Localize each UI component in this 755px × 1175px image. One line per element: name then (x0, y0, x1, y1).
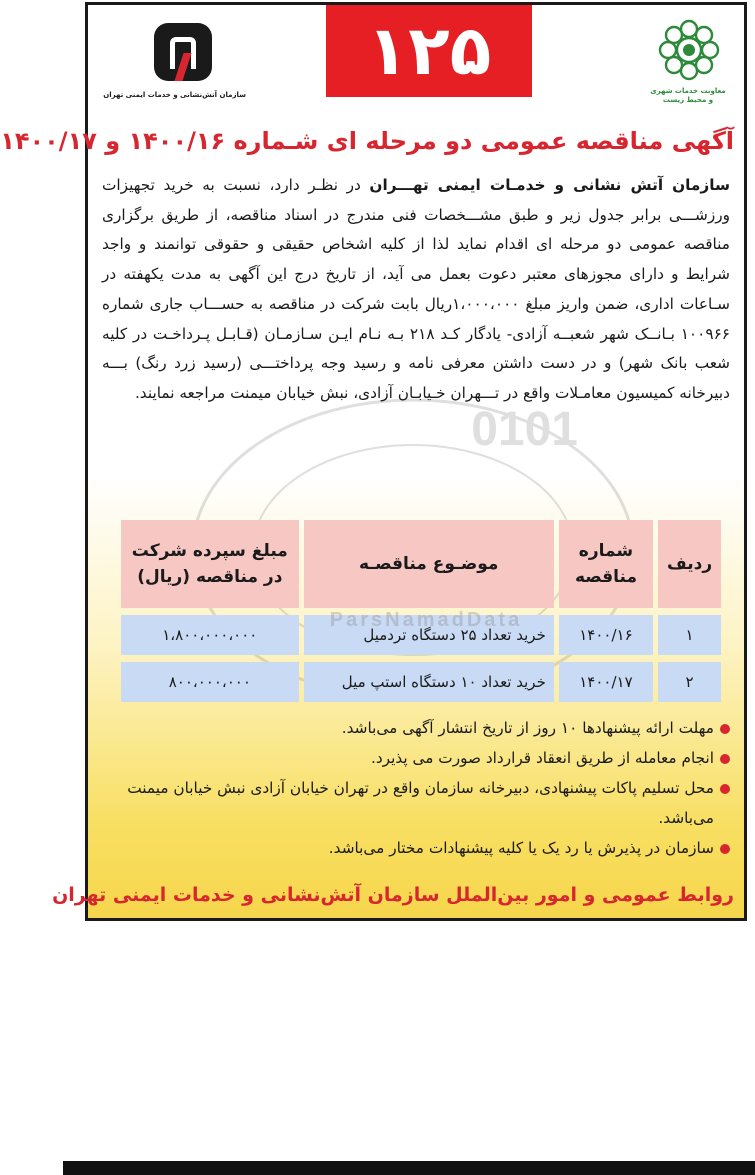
tender-notes (102, 713, 730, 863)
fire-department-logo-caption: سازمان آتش‌نشانی و خدمات ایمنی تهران (103, 91, 246, 99)
note-text: محل تسلیم پاکات پیشنهادی، دبیرخانه سازمان واقع در تهران خیابان آزادی نبش خیابان میمنت می‌باشد. (127, 779, 714, 827)
list-item (102, 743, 730, 773)
tender-description-text: در نظـر دارد، نسبت به خرید تجهیزات ورزشـــی برابر جدول زیر و طبق مشـــخصات فنی مندرج در اسناد مناقصه، از طریق برگزاری مناقصه عمومی دو مرحله ای اقدام نماید لذا از کلیه اشخاص حقیقی و حقوقی توانمند و واجد شرایط و دارای مجوزهای معتبر دعوت بعمل می آید، از تاریخ درج این آگهی به مدت یکهفته در سـاعات اداری، ضمن واریز مبلغ ۱،۰۰۰،۰۰۰ریال بابت شرکت در مناقصه به حســـاب جاری شماره ۱۰۰۹۶۶ بـانــک شهر شعبــه آزادی- یادگار کـد ۲۱۸ بـه نـام ایـن سـازمـان (قـابـل پـرداخـت در کلیه شعب بانک شهر) و در دست داشتن معرفی نامه و رسید وجه پرداختـــی (رسید زرد رنگ) بـــه دبیرخانه کمیسیون معامـلات واقع در تـــهران خـیابـان آزادی، نبش خیابان میمنت مراجعه نمایند. (102, 176, 730, 402)
table-row (121, 662, 721, 702)
municipality-caption-line-1: معاونت خدمات شهری (650, 87, 726, 95)
bottom-border-bar (63, 1161, 755, 1175)
public-relations-footer: روابط عمومی و امور بین‌الملل سازمان آتش‌نشانی و خدمات ایمنی تهران (52, 884, 734, 906)
deposit-amount: ۸۰۰،۰۰۰،۰۰۰ (121, 662, 299, 702)
deposit-amount: ۱،۸۰۰،۰۰۰،۰۰۰ (121, 615, 299, 655)
tender-number: ۱۴۰۰/۱۶ (559, 615, 653, 655)
tender-subject: خرید تعداد ۲۵ دستگاه تردمیل (304, 615, 554, 655)
organization-name: سازمان آتش نشانی و خدمـات ایمنی تهـــران (369, 176, 730, 194)
header-deposit-amount: مبلغ سپرده شرکت در مناقصه (ریال) (121, 520, 299, 608)
bullet-icon (720, 724, 730, 734)
svg-text:0101: 0101 (471, 403, 578, 456)
municipality-flower-icon (656, 17, 722, 83)
fire-department-logo (103, 13, 246, 113)
municipality-caption-line-2: و محیط زیست (662, 96, 714, 104)
fire-department-emblem-icon (154, 23, 212, 81)
bullet-icon (720, 754, 730, 764)
header-tender-number: شماره مناقصه (559, 520, 653, 608)
tender-number: ۱۴۰۰/۱۷ (559, 662, 653, 702)
note-text: مهلت ارائه پیشنهادها ۱۰ روز از تاریخ انتشار آگهی می‌باشد. (341, 719, 714, 737)
row-number: ۱ (658, 615, 721, 655)
tender-title: آگهی مناقصه عمومی دو مرحله ای شـماره ۱۴۰۰/۱۶ و ۱۴۰۰/۱۷ (0, 127, 734, 155)
watermark-brand: ParsNamadData (329, 609, 523, 631)
list-item (102, 833, 730, 863)
list-item (102, 773, 730, 833)
note-text: سازمان در پذیرش یا رد یک یا کلیه پیشنهادات مختار می‌باشد. (328, 839, 714, 857)
tender-description (102, 171, 730, 409)
list-item (102, 713, 730, 743)
municipality-logo (642, 11, 734, 111)
bullet-icon (720, 784, 730, 794)
table-header-row (121, 520, 721, 608)
ad-header (88, 5, 744, 117)
issue-number-badge: ۱۲۵ (326, 5, 532, 97)
tender-advertisement (0, 2, 747, 921)
row-number: ۲ (658, 662, 721, 702)
bullet-icon (720, 844, 730, 854)
tender-subject: خرید تعداد ۱۰ دستگاه استپ میل (304, 662, 554, 702)
header-tender-subject: موضـوع مناقصـه (304, 520, 554, 608)
header-row-number: ردیف (658, 520, 721, 608)
municipality-logo-caption (642, 87, 734, 105)
note-text: انجام معامله از طریق انعقاد قرارداد صورت می پذیرد. (370, 749, 714, 767)
